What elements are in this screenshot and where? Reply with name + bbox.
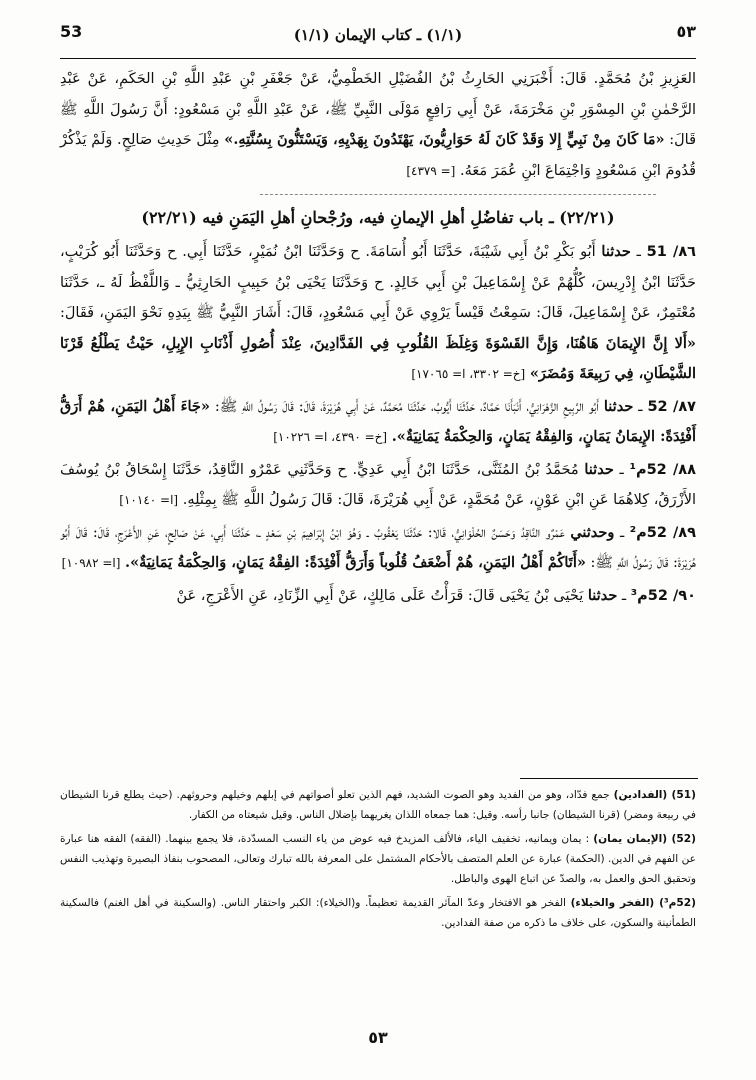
continuation-ref: [= ٤٣٧٩] bbox=[406, 163, 456, 178]
hadith-isnad: أَبُو الرَّبِيعِ الزَّهْرَانِيُّ، أَنْبَأَنَا حَمَّادٌ، حَدَّثَنَا أَيُّوبُ، حَدَّثَنَا مُحَمَّدٌ، عَنْ أَبِي هُرَيْرَةَ، قَالَ: قَالَ رَسُولُ اللَّهِ ﷺ: bbox=[214, 398, 599, 415]
hadith-90: ٩٠/ 52م³ ـ حدثنا يَحْيَى بْنُ يَحْيَى قَالَ: قَرَأْتُ عَلَى مَالِكٍ، عَنْ أَبِي الزِّنَادِ، عَنِ الأَعْرَجِ، عَنْ bbox=[176, 586, 696, 604]
hadith-lead: حدثنا bbox=[587, 586, 618, 604]
footnote-text: : يمان ويمانيه، تخفيف الياء، فالألف المزيدخ فيه عوض من ياء النسب المسدّدة، فلا يجمع بينهما. (الفقه) الفقه هنا عبارة عن الفهم في الدين. (الحكمة) عبارة عن العلم المتصف بالأحكام المشتمل على المعرفة بالله تبارك وتعالى، المصحوب بنفاذ البصيرة وتهذيب النفس وتحقيق الحق والعمل به، والصدّ عن اتباع الهوى والباطل. bbox=[60, 833, 696, 885]
hadith-number: ٨٦/ 51 bbox=[646, 244, 697, 260]
hadith-isnad: أَبُو بَكْرِ بْنُ أَبِي شَيْبَةَ، حَدَّثَنَا أَبُو أُسَامَةَ. ح وَحَدَّثَنَا ابْنُ نُمَيْرٍ، حَدَّثَنَا أَبِي. ح وَحَدَّثَنَا أَبُو كُرَيْبٍ، حَدَّثَنَا ابْنُ إِدْرِيسَ، كُلُّهُمْ عَنْ إِسْمَاعِيلَ بْنِ أَبِي خَالِدٍ. ح وَحَدَّثَنَا يَحْيَى بْنُ حَبِيبٍ الحَارِثِيُّ ـ وَاللَّفْظُ لَهُ ـ، حَدَّثَنَا مُعْتَمِرٌ، عَنْ إِسْمَاعِيلَ، قَالَ: سَمِعْتُ قَيْساً يَرْوِي عَنْ أَبِي مَسْعُودٍ، قَالَ: أَشَارَ النَّبِيُّ ﷺ بِيَدِهِ نَحْوَ اليَمَنِ، فَقَالَ: bbox=[60, 244, 696, 321]
hadith-isnad: يَحْيَى بْنُ يَحْيَى قَالَ: قَرَأْتُ عَلَى مَالِكٍ، عَنْ أَبِي الزِّنَادِ، عَنِ الأَعْرَجِ، عَنْ bbox=[176, 587, 584, 604]
footnote-key: (51) (الفدادين) bbox=[613, 789, 696, 801]
hadith-89: ٨٩/ 52م² ـ وحدثني عَمْرٌو النَّاقِدُ وَحَسَنٌ الحُلْوَانِيُّ، قَالا: حَدَّثَنَا يَعْقُوبُ ـ وَهُوَ ابْنُ إِبْرَاهِيمَ بْنِ سَعْدٍ ـ، حَدَّثَنَا أَبِي، عَنْ صَالِحٍ، عَنِ الأَعْرَجِ، قَالَ: قَالَ أَبُو هُرَيْرَةَ: قَالَ رَسُولُ اللَّهِ ﷺ: «أَتَاكُمْ أَهْلُ اليَمَنِ، هُمْ أَضْعَفُ قُلُوباً وَأَرَقُّ أَفْئِدَةً: الفِقْهُ يَمَانٍ، وَالحِكْمَةُ يَمَانِيَةٌ». [ا= ١٠٩٨٢] bbox=[60, 523, 696, 571]
hadith-number: ٨٩/ 52م² bbox=[629, 524, 696, 541]
hadith-isnad: عَمْرٌو النَّاقِدُ وَحَسَنٌ الحُلْوَانِيُّ، قَالا: حَدَّثَنَا يَعْقُوبُ ـ وَهُوَ ابْنُ إِبْرَاهِيمَ بْنِ سَعْدٍ ـ، حَدَّثَنَا أَبِي، عَنْ صَالِحٍ، عَنِ الأَعْرَجِ، قَالَ: قَالَ أَبُو هُرَيْرَةَ: قَالَ رَسُولُ اللَّهِ ﷺ: bbox=[60, 524, 696, 571]
footnote-52m3 bbox=[60, 893, 696, 933]
page-number-arabic: ٥٣ bbox=[676, 22, 696, 41]
continuation-text: العَزِيزِ بْنُ مُحَمَّدٍ. قَالَ: أَخْبَرَنِي الحَارِثُ بْنُ الفُضَيْلِ الخَطْمِيُّ، عَنْ جَعْفَرِ بْنِ عَبْدِ اللَّهِ بْنِ الحَكَمِ، عَنْ عَبْدِ الرَّحْمٰنِ بْنِ المِسْوَرِ بْنِ مَخْرَمَةَ، عَنْ أَبِي رَافِعٍ مَوْلَى النَّبِيِّ ﷺ، عَنْ عَبْدِ اللَّهِ بْنِ مَسْعُودٍ: أَنَّ رَسُولَ اللَّهِ ﷺ قَالَ: bbox=[60, 71, 697, 148]
footnote-52 bbox=[60, 829, 696, 889]
footnote-key: (52) (الإيمان يمان) bbox=[593, 833, 696, 845]
hadith-lead: حدثنا bbox=[584, 460, 614, 478]
hadith-number: ٨٧/ 52 bbox=[647, 398, 697, 415]
hadith-matn: «جَاءَ أَهْلُ اليَمَنِ، هُمْ أَرَقُّ أَفْئِدَةً: الإِيمَانُ يَمَانٍ، وَالفِقْهُ يَمَانٍ، وَالحِكْمَةُ يَمَانِيَةٌ». bbox=[60, 397, 696, 445]
footnotes bbox=[60, 785, 696, 937]
footnote-text: الفخر هو الافتخار وعدّ المآثر القديمة تعظيماً. و(الخيلاء): الكبر واحتقار الناس. (والسكينة في أهل الغنم) فالسكينة الطمأنينة والسكون، على خلاف ما ذكره من صفة الفدادين. bbox=[60, 897, 696, 929]
running-title: (١/١) ـ كتاب الإيمان (١/١) bbox=[293, 26, 463, 44]
footnote-key: (52م³) (الفخر والخيلاء) bbox=[570, 897, 696, 909]
hadith-ref: [خ= ٤٣٩٠، ا= ١٠٢٢٦] bbox=[273, 430, 388, 444]
continuation-paragraph bbox=[60, 64, 696, 186]
footnote-51 bbox=[60, 785, 696, 825]
hadith-lead: وحدثني bbox=[570, 523, 615, 541]
hadith-88: ٨٨/ 52م¹ ـ حدثنا مُحَمَّدُ بْنُ المُثَنَّى، حَدَّثَنَا ابْنُ أَبِي عَدِيٍّ. ح وَحَدَّثَنِي عَمْرٌو النَّاقِدُ، حَدَّثَنَا إِسْحَاقُ بْنُ يُوسُفَ الأَزْرَقُ، كِلاهُمَا عَنِ ابْنِ عَوْنٍ، عَنْ مُحَمَّدٍ، عَنْ أَبِي هُرَيْرَةَ، قَالَ: قَالَ رَسُولُ اللَّهِ ﷺ بِمِثْلِهِ. [ا= ١٠١٤٠] bbox=[60, 460, 696, 508]
footnote-rule bbox=[520, 778, 698, 779]
running-header bbox=[60, 22, 696, 59]
hadith-lead: حدثنا bbox=[603, 397, 634, 415]
hadith-87: ٨٧/ 52 ـ حدثنا أَبُو الرَّبِيعِ الزَّهْرَانِيُّ، أَنْبَأَنَا حَمَّادٌ، حَدَّثَنَا أَيُّوبُ، حَدَّثَنَا مُحَمَّدٌ، عَنْ أَبِي هُرَيْرَةَ، قَالَ: قَالَ رَسُولُ اللَّهِ ﷺ: «جَاءَ أَهْلُ اليَمَنِ، هُمْ أَرَقُّ أَفْئِدَةً: الإِيمَانُ يَمَانٍ، وَالفِقْهُ يَمَانٍ، وَالحِكْمَةُ يَمَانِيَةٌ». [خ= ٤٣٩٠، ا= ١٠٢٢٦] bbox=[60, 397, 697, 445]
hadith-lead: حدثنا bbox=[601, 243, 631, 260]
hadith-number: ٩٠/ 52م³ bbox=[630, 587, 696, 604]
chapter-title: (٢٢/٢١) ـ باب تفاضُلِ أهلِ الإيمانِ فيه، ورُجْحانِ أهلِ اليَمَنِ فيه (٢٢/٢١) bbox=[141, 208, 615, 227]
main-text bbox=[60, 64, 696, 774]
footnote-text: جمع فدّاد، وهو من الفديد وهو الصوت الشديد، فهم الذين تعلو أصواتهم في إبلهم وخيلهم وحروثهم. (حيث يطلع قرنا الشيطان في ربيعة ومضر) (قرنا الشيطان) جانبا رأسه. وقيل: هما جمعاه اللذان يغريهما بإضلال الناس. وقيل شيعتاه من الكفار. bbox=[60, 789, 696, 821]
continuation-matn: «مَا كَانَ مِنْ نَبِيٍّ إِلا وَقَدْ كَانَ لَهُ حَوَارِيُّونَ، يَهْتَدُونَ بِهَدْيِهِ، وَيَسْتَنُّونَ بِسُنَّتِهِ.» bbox=[224, 131, 665, 148]
footer-page-number: ٥٣ bbox=[368, 1028, 388, 1047]
hadith-ref: [ا= ١٠١٤٠] bbox=[119, 493, 179, 507]
hadith-ref: [ا= ١٠٩٨٢] bbox=[61, 556, 121, 570]
hadith-86: ٨٦/ 51 ـ حدثنا أَبُو بَكْرِ بْنُ أَبِي شَيْبَةَ، حَدَّثَنَا أَبُو أُسَامَةَ. ح وَحَدَّثَنَا ابْنُ نُمَيْرٍ، حَدَّثَنَا أَبِي. ح وَحَدَّثَنَا أَبُو كُرَيْبٍ، حَدَّثَنَا ابْنُ إِدْرِيسَ، كُلُّهُمْ عَنْ إِسْمَاعِيلَ بْنِ أَبِي خَالِدٍ. ح وَحَدَّثَنَا يَحْيَى بْنُ حَبِيبٍ الحَارِثِيُّ ـ وَاللَّفْظُ لَهُ ـ، حَدَّثَنَا مُعْتَمِرٌ، عَنْ إِسْمَاعِيلَ، قَالَ: سَمِعْتُ قَيْساً يَرْوِي عَنْ أَبِي مَسْعُودٍ، قَالَ: أَشَارَ النَّبِيُّ ﷺ بِيَدِهِ نَحْوَ اليَمَنِ، فَقَالَ: «أَلا إِنَّ الإِيمَانَ هَاهُنَا، وَإِنَّ القَسْوَةَ وَغِلَظَ القُلُوبِ فِي الفَدَّادِينَ، عِنْدَ أُصُولِ أَذْنَابِ الإِبِلِ، حَيْثُ يَطْلُعُ قَرْنَا الشَّيْطَانِ، فِي رَبِيعَةَ وَمُضَرَ» [خ= ٣٣٠٢، ا= ١٧٠٦٥] bbox=[60, 243, 697, 382]
hadith-ref: [خ= ٣٣٠٢، ا= ١٧٠٦٥] bbox=[411, 367, 526, 381]
hadith-matn: «أَلا إِنَّ الإِيمَانَ هَاهُنَا، وَإِنَّ القَسْوَةَ وَغِلَظَ القُلُوبِ فِي الفَدَّادِينَ، عِنْدَ أُصُولِ أَذْنَابِ الإِبِلِ، حَيْثُ يَطْلُعُ قَرْنَا الشَّيْطَانِ، فِي رَبِيعَةَ وَمُضَرَ» bbox=[60, 334, 696, 382]
hadith-isnad: مُحَمَّدُ بْنُ المُثَنَّى، حَدَّثَنَا ابْنُ أَبِي عَدِيٍّ. ح وَحَدَّثَنِي عَمْرٌو النَّاقِدُ، حَدَّثَنَا إِسْحَاقُ بْنُ يُوسُفَ الأَزْرَقُ، كِلاهُمَا عَنِ ابْنِ عَوْنٍ، عَنْ مُحَمَّدٍ، عَنْ أَبِي هُرَيْرَةَ، قَالَ: قَالَ رَسُولُ اللَّهِ ﷺ بِمِثْلِهِ. bbox=[60, 461, 696, 508]
hadith-matn: «أَتَاكُمْ أَهْلُ اليَمَنِ، هُمْ أَضْعَفُ قُلُوباً وَأَرَقُّ أَفْئِدَةً: الفِقْهُ يَمَانٍ، وَالحِكْمَةُ يَمَانِيَةٌ». bbox=[125, 554, 586, 571]
hadith-number: ٨٨/ 52م¹ bbox=[629, 461, 696, 478]
continuation-tail: مِثْلَ حَدِيثِ صَالِحٍ. وَلَمْ يَذْكُرْ قُدُومَ ابْنِ مَسْعُودٍ وَاجْتِمَاعَ ابْنِ عُمَرَ مَعَهُ. bbox=[60, 132, 696, 179]
section-divider bbox=[260, 194, 656, 195]
page-number-latin: 53 bbox=[60, 22, 83, 41]
